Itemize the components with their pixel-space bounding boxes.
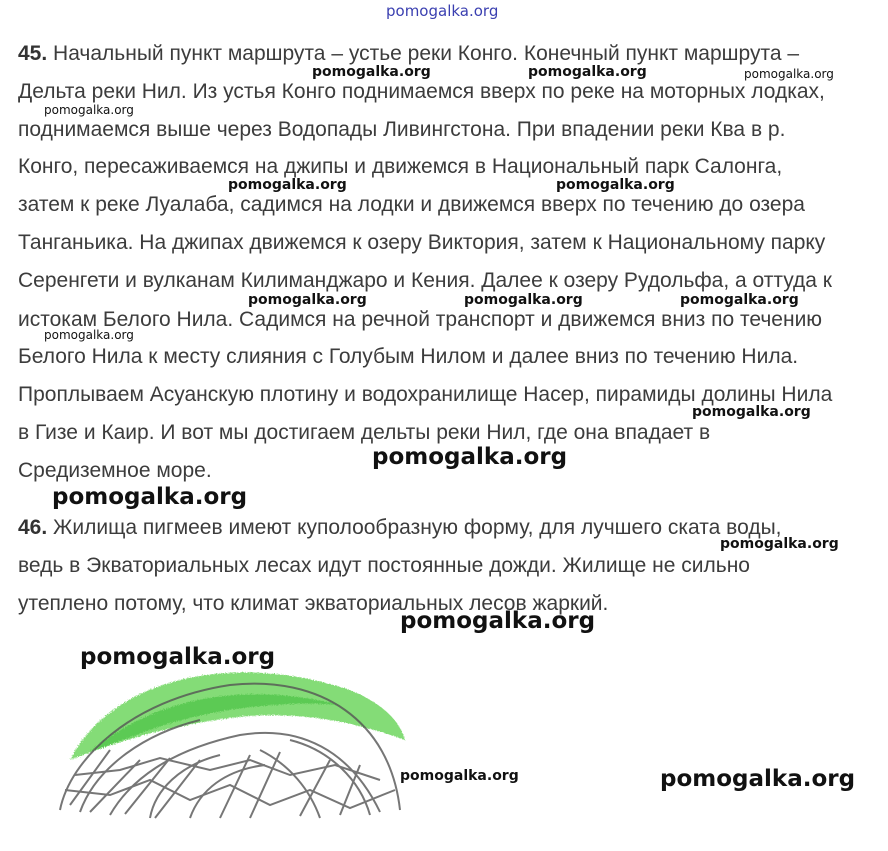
watermark: pomogalka.org xyxy=(660,766,856,792)
task45-line-1: 45. Начальный пункт маршрута – устье реки Конго. Конечный пункт маршрута – xyxy=(18,42,800,65)
watermark: pomogalka.org xyxy=(312,64,431,80)
task46-line-3: утеплено потому, что климат экваториальных лесов жаркий. xyxy=(18,592,609,615)
task45-line-12: Средиземное море. xyxy=(18,459,212,482)
watermark: pomogalka.org xyxy=(400,768,519,784)
task46-number: 46. xyxy=(18,516,48,539)
watermark: pomogalka.org xyxy=(680,292,799,308)
task45-line-7: Серенгети и вулканам Килиманджаро и Кения. Далее к озеру Рудольфа, а оттуда к xyxy=(18,269,832,292)
task45-line-4: Конго, пересаживаемся на джипы и движемся в Национальный парк Салонга, xyxy=(18,155,783,178)
watermark: pomogalka.org xyxy=(400,608,596,634)
watermark: pomogalka.org xyxy=(44,328,134,342)
watermark: pomogalka.org xyxy=(80,644,276,670)
task45-line-9: Белого Нила к месту слияния с Голубым Нилом и далее вниз по течению Нила. xyxy=(18,345,799,368)
task45-line-11: в Гизе и Каир. И вот мы достигаем дельты реки Нил, где она впадает в xyxy=(18,421,711,444)
task45-line-5: затем к реке Луалаба, садимся на лодки и движемся вверх по течению до озера xyxy=(18,193,805,216)
task45-line-3: поднимаемся выше через Водопады Ливингстона. При впадении реки Ква в р. xyxy=(18,118,786,141)
task45-line-10: Проплываем Асуанскую плотину и водохранилище Насер, пирамиды долины Нила xyxy=(18,383,833,406)
watermark: pomogalka.org xyxy=(248,292,367,308)
watermark: pomogalka.org xyxy=(52,484,248,510)
watermark: pomogalka.org xyxy=(556,177,675,193)
watermark: pomogalka.org xyxy=(464,292,583,308)
watermark: pomogalka.org xyxy=(744,67,834,81)
watermark: pomogalka.org xyxy=(228,177,347,193)
watermark: pomogalka.org xyxy=(44,103,134,117)
task45-line-6: Танганьика. На джипах движемся к озеру Виктория, затем к Национальному парку xyxy=(18,231,826,254)
site-link[interactable]: pomogalka.org xyxy=(386,2,499,20)
task45-line-2: Дельта реки Нил. Из устья Конго поднимаемся вверх по реке на моторных лодках, xyxy=(18,80,825,103)
task46-line-2: ведь в Экваториальных лесах идут постоянные дожди. Жилище не сильно xyxy=(18,554,750,577)
watermark: pomogalka.org xyxy=(528,64,647,80)
watermark: pomogalka.org xyxy=(720,536,839,552)
task46-line-1: 46. Жилища пигмеев имеют куполообразную форму, для лучшего ската воды, xyxy=(18,516,782,539)
watermark: pomogalka.org xyxy=(372,444,568,470)
watermark: pomogalka.org xyxy=(692,404,811,420)
task45-number: 45. xyxy=(18,42,48,65)
task45-line-8: истокам Белого Нила. Садимся на речной транспорт и движемся вниз по течению xyxy=(18,308,823,331)
